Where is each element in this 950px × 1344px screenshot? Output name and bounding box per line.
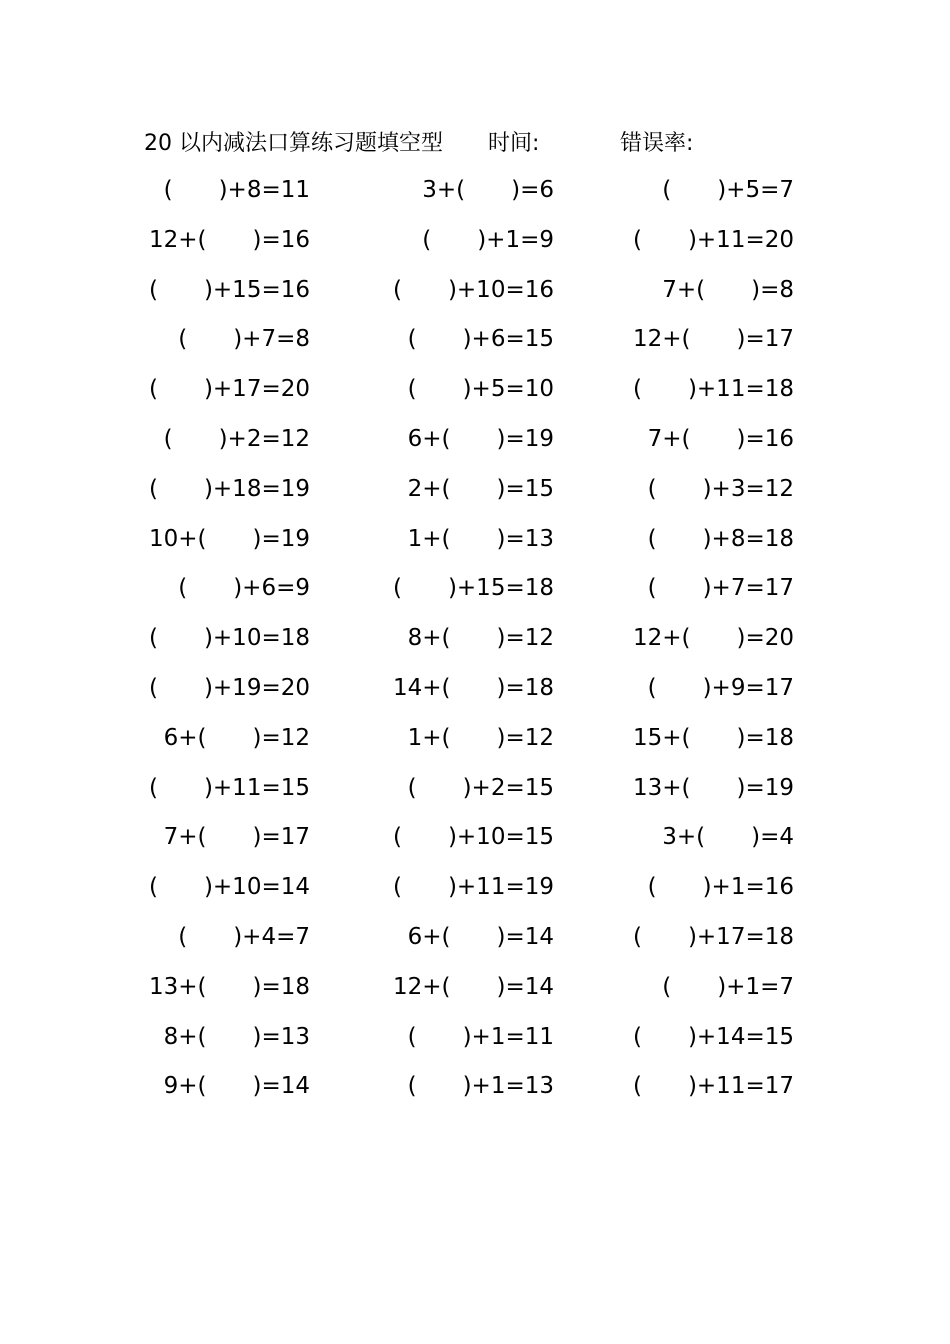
problem-item: ( )+10=18: [148, 625, 310, 652]
problem-item: 15+( )=18: [632, 724, 794, 751]
problem-item: 12+( )=17: [632, 326, 794, 353]
problem-item: ( )+3=12: [647, 475, 794, 502]
problem-item: ( )+5=7: [662, 177, 794, 203]
problem-item: ( )+7=17: [647, 575, 794, 602]
problem-item: 7+( )=16: [647, 425, 794, 452]
problem-row: [140, 764, 810, 814]
problem-item: ( )+19=20: [148, 674, 310, 701]
problem-item: 13+( )=19: [632, 774, 794, 801]
problem-item: 3+( )=4: [662, 824, 794, 851]
problem-item: 9+( )=14: [163, 1073, 310, 1100]
problem-item: ( )+8=18: [647, 525, 794, 552]
problem-item: ( )+11=19: [392, 874, 554, 901]
problem-item: ( )+7=8: [178, 326, 310, 353]
problem-row: [140, 963, 810, 1013]
problem-item: ( )+1=9: [422, 226, 554, 253]
problem-row: [140, 614, 810, 664]
problem-item: 7+( )=8: [662, 276, 794, 303]
problem-item: ( )+10=15: [392, 824, 554, 851]
worksheet-header: [144, 124, 824, 164]
error-rate-label: 错误率:: [620, 131, 694, 156]
problem-item: ( )+5=10: [407, 376, 554, 403]
problem-item: 8+( )=12: [407, 625, 554, 652]
problem-item: ( )+2=12: [163, 425, 310, 452]
problem-item: ( )+10=14: [148, 874, 310, 901]
problem-item: ( )+17=18: [632, 923, 794, 950]
problem-item: ( )+6=15: [407, 326, 554, 353]
problem-item: 14+( )=18: [392, 674, 554, 701]
problem-item: ( )+9=17: [647, 674, 794, 701]
problem-item: ( )+11=18: [632, 376, 794, 403]
problem-row: [140, 266, 810, 316]
problem-item: 12+( )=14: [392, 973, 554, 1000]
problem-item: ( )+17=20: [148, 376, 310, 403]
problem-grid: [140, 166, 810, 1112]
problem-item: 3+( )=6: [422, 177, 554, 203]
problem-item: 13+( )=18: [148, 973, 310, 1000]
problem-row: [140, 714, 810, 764]
problem-row: [140, 465, 810, 515]
problem-item: 6+( )=14: [407, 923, 554, 950]
time-label: 时间:: [488, 131, 540, 156]
problem-item: 7+( )=17: [163, 824, 310, 851]
problem-row: [140, 216, 810, 266]
problem-row: [140, 813, 810, 863]
problem-row: [140, 166, 810, 216]
problem-item: 12+( )=20: [632, 625, 794, 652]
problem-item: ( )+14=15: [632, 1023, 794, 1050]
problem-item: 12+( )=16: [148, 226, 310, 253]
problem-item: 1+( )=12: [407, 724, 554, 751]
problem-item: ( )+4=7: [178, 923, 310, 950]
problem-item: 6+( )=19: [407, 425, 554, 452]
problem-row: [140, 1062, 810, 1112]
problem-item: ( )+10=16: [392, 276, 554, 303]
problem-item: ( )+8=11: [163, 177, 310, 203]
problem-row: [140, 365, 810, 415]
problem-item: ( )+6=9: [178, 575, 310, 602]
problem-item: ( )+18=19: [148, 475, 310, 502]
problem-row: [140, 415, 810, 465]
problem-item: ( )+11=17: [632, 1073, 794, 1100]
problem-row: [140, 863, 810, 913]
problem-item: ( )+11=15: [148, 774, 310, 801]
problem-item: 6+( )=12: [163, 724, 310, 751]
problem-item: 2+( )=15: [407, 475, 554, 502]
problem-row: [140, 315, 810, 365]
problem-row: [140, 1013, 810, 1063]
problem-item: 10+( )=19: [148, 525, 310, 552]
worksheet-title: 20 以内减法口算练习题填空型: [144, 131, 443, 156]
problem-item: ( )+15=18: [392, 575, 554, 602]
problem-item: ( )+1=16: [647, 874, 794, 901]
problem-item: 1+( )=13: [407, 525, 554, 552]
problem-item: 8+( )=13: [163, 1023, 310, 1050]
problem-item: ( )+11=20: [632, 226, 794, 253]
problem-item: ( )+1=7: [662, 973, 794, 1000]
problem-row: [140, 913, 810, 963]
problem-row: [140, 664, 810, 714]
problem-row: [140, 515, 810, 565]
problem-row: [140, 564, 810, 614]
problem-item: ( )+1=13: [407, 1073, 554, 1100]
problem-item: ( )+1=11: [407, 1023, 554, 1050]
problem-item: ( )+2=15: [407, 774, 554, 801]
problem-item: ( )+15=16: [148, 276, 310, 303]
